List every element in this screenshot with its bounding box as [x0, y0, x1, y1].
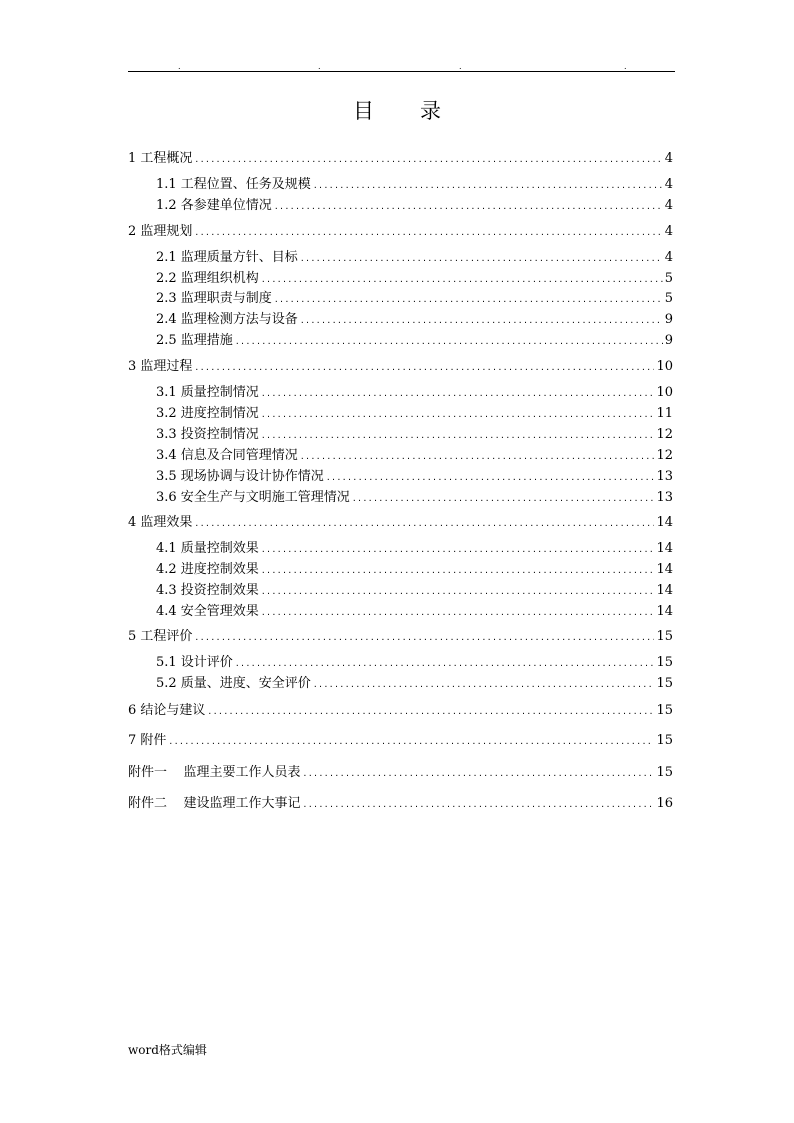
toc-entry-3-3[interactable] — [156, 427, 673, 443]
toc-entry-3-1[interactable] — [156, 385, 673, 401]
header-dot: . — [178, 62, 181, 71]
toc-leader — [168, 734, 654, 750]
toc-entry-label: 附件一 监理主要工作人员表 — [128, 765, 301, 780]
toc-entry-2[interactable] — [128, 224, 673, 240]
toc-leader — [326, 470, 655, 486]
toc-entry-label: 4 监理效果 — [128, 515, 193, 530]
toc-entry-2-1[interactable] — [156, 250, 673, 266]
toc-leader — [261, 407, 655, 423]
toc-leader — [303, 797, 655, 813]
page-title-right: 录 — [420, 99, 441, 123]
toc-leader — [235, 656, 655, 672]
toc-leader — [194, 516, 654, 532]
toc-leader — [274, 292, 663, 308]
toc-entry-page: 14 — [656, 562, 673, 577]
toc-leader — [194, 360, 654, 376]
toc-entry-1[interactable] — [128, 151, 673, 167]
toc-entry-page: 15 — [656, 629, 673, 644]
toc-entry-page: 15 — [656, 733, 673, 748]
toc-entry-4-1[interactable] — [156, 541, 673, 557]
toc-entry-5[interactable] — [128, 629, 673, 645]
toc-entry-page: 15 — [656, 676, 673, 691]
toc-entry-page: 9 — [664, 312, 673, 327]
toc-entry-label: 6 结论与建议 — [128, 703, 206, 718]
toc-entry-label: 4.1 质量控制效果 — [156, 541, 259, 556]
toc-entry-page: 12 — [656, 427, 673, 442]
toc-entry-label: 2.2 监理组织机构 — [156, 271, 259, 286]
toc-leader — [313, 178, 663, 194]
toc-leader — [303, 766, 655, 782]
toc-entry-1-1[interactable] — [156, 177, 673, 193]
toc-entry-label: 1.1 工程位置、任务及规模 — [156, 177, 311, 192]
toc-entry-page: 12 — [656, 448, 673, 463]
page-title-left: 目 — [353, 99, 374, 123]
toc-entry-page: 15 — [656, 655, 673, 670]
toc-entry-label: 附件二 建设监理工作大事记 — [128, 796, 301, 811]
toc-entry-label: 3.4 信息及合同管理情况 — [156, 448, 298, 463]
toc-entry-label: 3.2 进度控制情况 — [156, 406, 259, 421]
toc-entry-page: 4 — [664, 250, 673, 265]
toc-leader — [235, 334, 663, 350]
toc-entry-page: 10 — [656, 359, 673, 374]
toc-leader — [261, 428, 655, 444]
toc-leader — [274, 199, 663, 215]
toc-entry-label: 5.2 质量、进度、安全评价 — [156, 676, 311, 691]
header-rule — [128, 71, 675, 72]
toc-entry-4[interactable] — [128, 515, 673, 531]
toc-entry-appendix-1[interactable] — [128, 765, 673, 781]
toc-entry-page: 13 — [656, 490, 673, 505]
toc-entry-page: 5 — [664, 291, 673, 306]
toc-leader — [300, 313, 663, 329]
toc-entry-label: 2.1 监理质量方针、目标 — [156, 250, 298, 265]
toc-entry-3-5[interactable] — [156, 469, 673, 485]
toc-leader — [207, 704, 654, 720]
toc-entry-page: 4 — [664, 198, 673, 213]
toc-entry-2-2[interactable] — [156, 271, 673, 287]
toc-entry-label: 4.3 投资控制效果 — [156, 583, 259, 598]
toc-leader — [194, 630, 654, 646]
toc-leader — [352, 491, 655, 507]
toc-entry-4-2[interactable] — [156, 562, 673, 578]
toc-leader — [194, 152, 662, 168]
toc-entry-2-3[interactable] — [156, 291, 673, 307]
toc-entry-label: 4.4 安全管理效果 — [156, 604, 259, 619]
toc-entry-page: 14 — [656, 583, 673, 598]
toc-entry-page: 14 — [656, 604, 673, 619]
toc-entry-7[interactable] — [128, 733, 673, 749]
toc-entry-label: 3.6 安全生产与文明施工管理情况 — [156, 490, 350, 505]
toc-entry-appendix-2[interactable] — [128, 796, 673, 812]
toc-entry-2-5[interactable] — [156, 333, 673, 349]
header-dot: . — [459, 62, 462, 71]
toc-entry-page: 5 — [664, 271, 673, 286]
toc-entry-label: 2.3 监理职责与制度 — [156, 291, 272, 306]
toc-entry-label: 2.5 监理措施 — [156, 333, 233, 348]
toc-entry-page: 15 — [656, 765, 673, 780]
toc-leader — [194, 225, 662, 241]
toc-entry-label: 4.2 进度控制效果 — [156, 562, 259, 577]
toc-leader — [261, 386, 655, 402]
toc-leader — [261, 272, 663, 288]
toc-entry-3-6[interactable] — [156, 490, 673, 506]
toc-entry-4-3[interactable] — [156, 583, 673, 599]
toc-entry-label: 3.3 投资控制情况 — [156, 427, 259, 442]
toc-entry-page: 16 — [656, 796, 673, 811]
toc-entry-page: 4 — [664, 177, 673, 192]
toc-entry-3-4[interactable] — [156, 448, 673, 464]
toc-entry-label: 7 附件 — [128, 733, 167, 748]
toc-leader — [313, 677, 655, 693]
toc-entry-label: 3 监理过程 — [128, 359, 193, 374]
toc-entry-1-2[interactable] — [156, 198, 673, 214]
page-footer: word格式编辑 — [128, 1043, 207, 1057]
toc-leader — [261, 584, 655, 600]
toc-entry-page: 14 — [656, 515, 673, 530]
toc-entry-page: 11 — [656, 406, 673, 421]
toc-entry-5-2[interactable] — [156, 676, 673, 692]
toc-entry-label: 1 工程概况 — [128, 151, 193, 166]
toc-entry-page: 4 — [664, 224, 673, 239]
toc-leader — [261, 563, 655, 579]
toc-entry-page: 14 — [656, 541, 673, 556]
toc-entry-3-2[interactable] — [156, 406, 673, 422]
page-title — [0, 96, 794, 126]
toc-entry-label: 5 工程评价 — [128, 629, 193, 644]
header-dot: . — [624, 62, 627, 71]
toc-entry-page: 15 — [656, 703, 673, 718]
toc-entry-label: 1.2 各参建单位情况 — [156, 198, 272, 213]
toc-entry-page: 13 — [656, 469, 673, 484]
toc-leader — [261, 605, 655, 621]
toc-entry-4-4[interactable] — [156, 604, 673, 620]
toc-entry-label: 2.4 监理检测方法与设备 — [156, 312, 298, 327]
toc-entry-page: 9 — [664, 333, 673, 348]
toc-entry-label: 3.1 质量控制情况 — [156, 385, 259, 400]
toc-entry-page: 4 — [664, 151, 673, 166]
header-dot: . — [318, 62, 321, 71]
toc-leader — [261, 542, 655, 558]
toc-leader — [300, 251, 663, 267]
toc-entry-5-1[interactable] — [156, 655, 673, 671]
toc-entry-page: 10 — [656, 385, 673, 400]
toc-entry-2-4[interactable] — [156, 312, 673, 328]
toc-leader — [300, 449, 655, 465]
toc-entry-label: 5.1 设计评价 — [156, 655, 233, 670]
toc-entry-label: 3.5 现场协调与设计协作情况 — [156, 469, 324, 484]
toc-entry-6[interactable] — [128, 703, 673, 719]
toc-entry-3[interactable] — [128, 359, 673, 375]
toc-entry-label: 2 监理规划 — [128, 224, 193, 239]
